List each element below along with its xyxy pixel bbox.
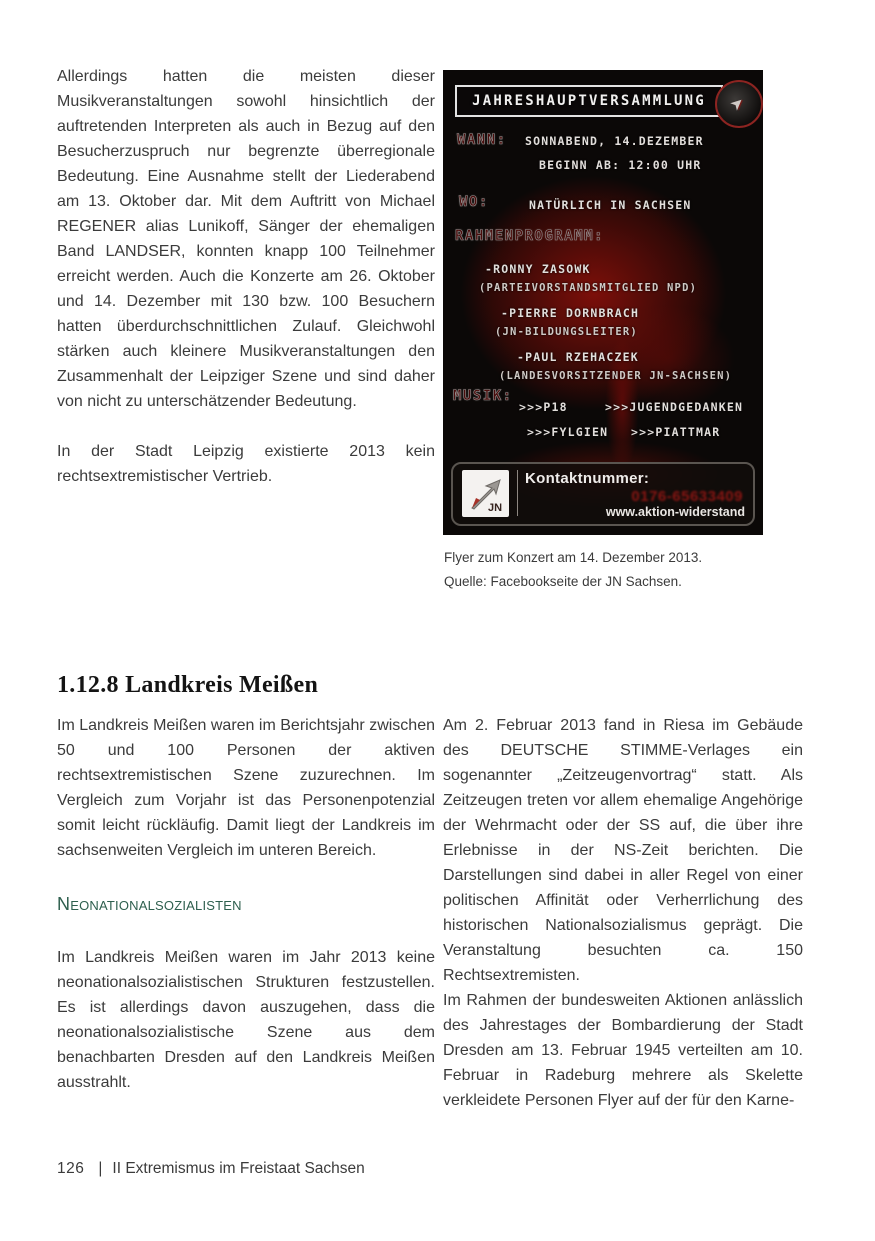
caption-line-2: Quelle: Facebookseite der JN Sachsen. — [444, 574, 682, 589]
flyer-beginn-value: BEGINN AB: 12:00 UHR — [539, 158, 702, 172]
intro-column — [57, 64, 435, 514]
flyer-title: JAHRESHAUPTVERSAMMLUNG — [455, 85, 723, 117]
flyer-speaker-name: -PAUL RZEHACZEK — [517, 350, 639, 364]
flyer-programm-label: RAHMENPROGRAMM: — [455, 228, 604, 244]
flyer-wo-label: WO: — [459, 194, 489, 210]
page-footer — [57, 1160, 365, 1178]
footer-divider: | — [98, 1160, 103, 1177]
flyer-band: >>>P18 — [519, 400, 568, 414]
intro-paragraph-1: Allerdings hatten die meisten dieser Musikveranstaltungen sowohl hinsichtlich der auftretenden Interpreten als auch in Bezug auf den Besucherzuspruch nur begrenzte überregionale Bedeutung. Eine Ausnahme stellt der Liederabend am 13. Oktober dar. Mit dem Auftritt von Michael REGENER alias Lunikoff, Sänger der ehemaligen Band LANDSER, konnten knapp 100 Teilnehmer erreicht werden. Auch die Konzerte am 26. Oktober und 14. Dezember mit 130 bzw. 100 Besuchern hatten überdurchschnittlichen Zulauf. Gleichwohl stärken auch kleinere Musikveranstaltungen den Zusammenhalt der Leipziger Szene und sind daher von nicht zu unterschätzender Bedeutung. — [57, 68, 435, 410]
intro-paragraph-2: In der Stadt Leipzig existierte 2013 kein rechtsextremistischer Vertrieb. — [57, 443, 435, 485]
jn-arrow-emblem-icon — [715, 80, 763, 128]
flyer-caption — [444, 546, 702, 594]
flyer-kontakt-label: Kontaktnummer: — [525, 470, 650, 487]
jn-arrow-logo-icon — [462, 470, 509, 517]
flyer-speaker-name: -PIERRE DORNBRACH — [501, 306, 640, 320]
section-heading: 1.12.8 Landkreis Meißen — [57, 671, 319, 698]
flyer-contact-bar — [451, 462, 755, 526]
flyer-speaker-role: (LANDESVORSITZENDER JN-SACHSEN) — [499, 370, 733, 382]
flyer-wo-value: NATÜRLICH IN SACHSEN — [529, 198, 692, 212]
flyer-band: >>>PIATTMAR — [631, 425, 721, 439]
arrow-glyph: ➤ — [725, 90, 753, 118]
flyer-band: >>>FYLGIEN — [527, 425, 609, 439]
footer-title: II Extremismus im Freistaat Sachsen — [112, 1160, 365, 1177]
flyer-wann-label: WANN: — [457, 132, 507, 148]
caption-line-1: Flyer zum Konzert am 14. Dezember 2013. — [444, 550, 703, 565]
subheading-neonationalsozialisten: Neonationalsozialisten — [57, 894, 242, 914]
flyer-kontakt-number: 0176-65633409 — [631, 488, 743, 505]
flyer-kontakt-web: www.aktion-widerstand — [605, 505, 745, 519]
divider — [517, 470, 518, 516]
flyer-speaker-role: (PARTEIVORSTANDSMITGLIED NPD) — [479, 282, 698, 294]
right-paragraph-2: Im Rahmen der bundesweiten Aktionen anlässlich des Jahrestages der Bombardierung der Stadt Dresden am 13. Februar 1945 verteilten am 10. Februar in Radeburg mehrere als Skelette verkleidete Personen Flyer auf der für den Karne- — [443, 992, 803, 1109]
flyer-speaker-name: -RONNY ZASOWK — [485, 262, 591, 276]
jn-arrow-graphic — [466, 474, 506, 514]
flyer-wann-value: SONNABEND, 14.DEZEMBER — [525, 134, 704, 148]
flyer-speaker-role: (JN-BILDUNGSLEITER) — [495, 326, 638, 338]
flyer-band: >>>JUGENDGEDANKEN — [605, 400, 744, 414]
right-paragraph-1: Am 2. Februar 2013 fand in Riesa im Gebäude des DEUTSCHE STIMME-Verlages ein sogenannter „Zeitzeugenvortrag“ statt. Als Zeitzeugen treten vor allem ehemalige Angehörige der Wehrmacht oder der SS auf, die über ihre Erlebnisse in der NS-Zeit berichten. Die Darstellungen sind dabei in aller Regel von einer politischen Affinität oder Verherrlichung des historischen Nationalsozialismus geprägt. Die Veranstaltung besuchten ca. 150 Rechtsextremisten. — [443, 717, 803, 984]
left-paragraph-2: Im Landkreis Meißen waren im Jahr 2013 keine neonationalsozialistischen Strukturen festzustellen. Es ist allerdings davon auszugehen, dass die neonationalsozialistische Szene aus dem benachbarten Dresden auf den Landkreis Meißen ausstrahlt. — [57, 949, 435, 1091]
page-number: 126 — [57, 1160, 85, 1177]
flyer-musik-label: MUSIK: — [453, 388, 513, 404]
left-column — [57, 713, 435, 1120]
flyer-image — [443, 70, 763, 535]
right-column — [443, 713, 803, 1113]
left-paragraph-1: Im Landkreis Meißen waren im Berichtsjahr zwischen 50 und 100 Personen der aktiven rechtsextremistischen Szene zuzurechnen. Im Vergleich zum Vorjahr ist das Personenpotenzial somit leicht rückläufig. Damit liegt der Landkreis im sachsenweiten Vergleich im unteren Bereich. — [57, 717, 435, 859]
jn-logo-text: JN — [487, 501, 502, 514]
